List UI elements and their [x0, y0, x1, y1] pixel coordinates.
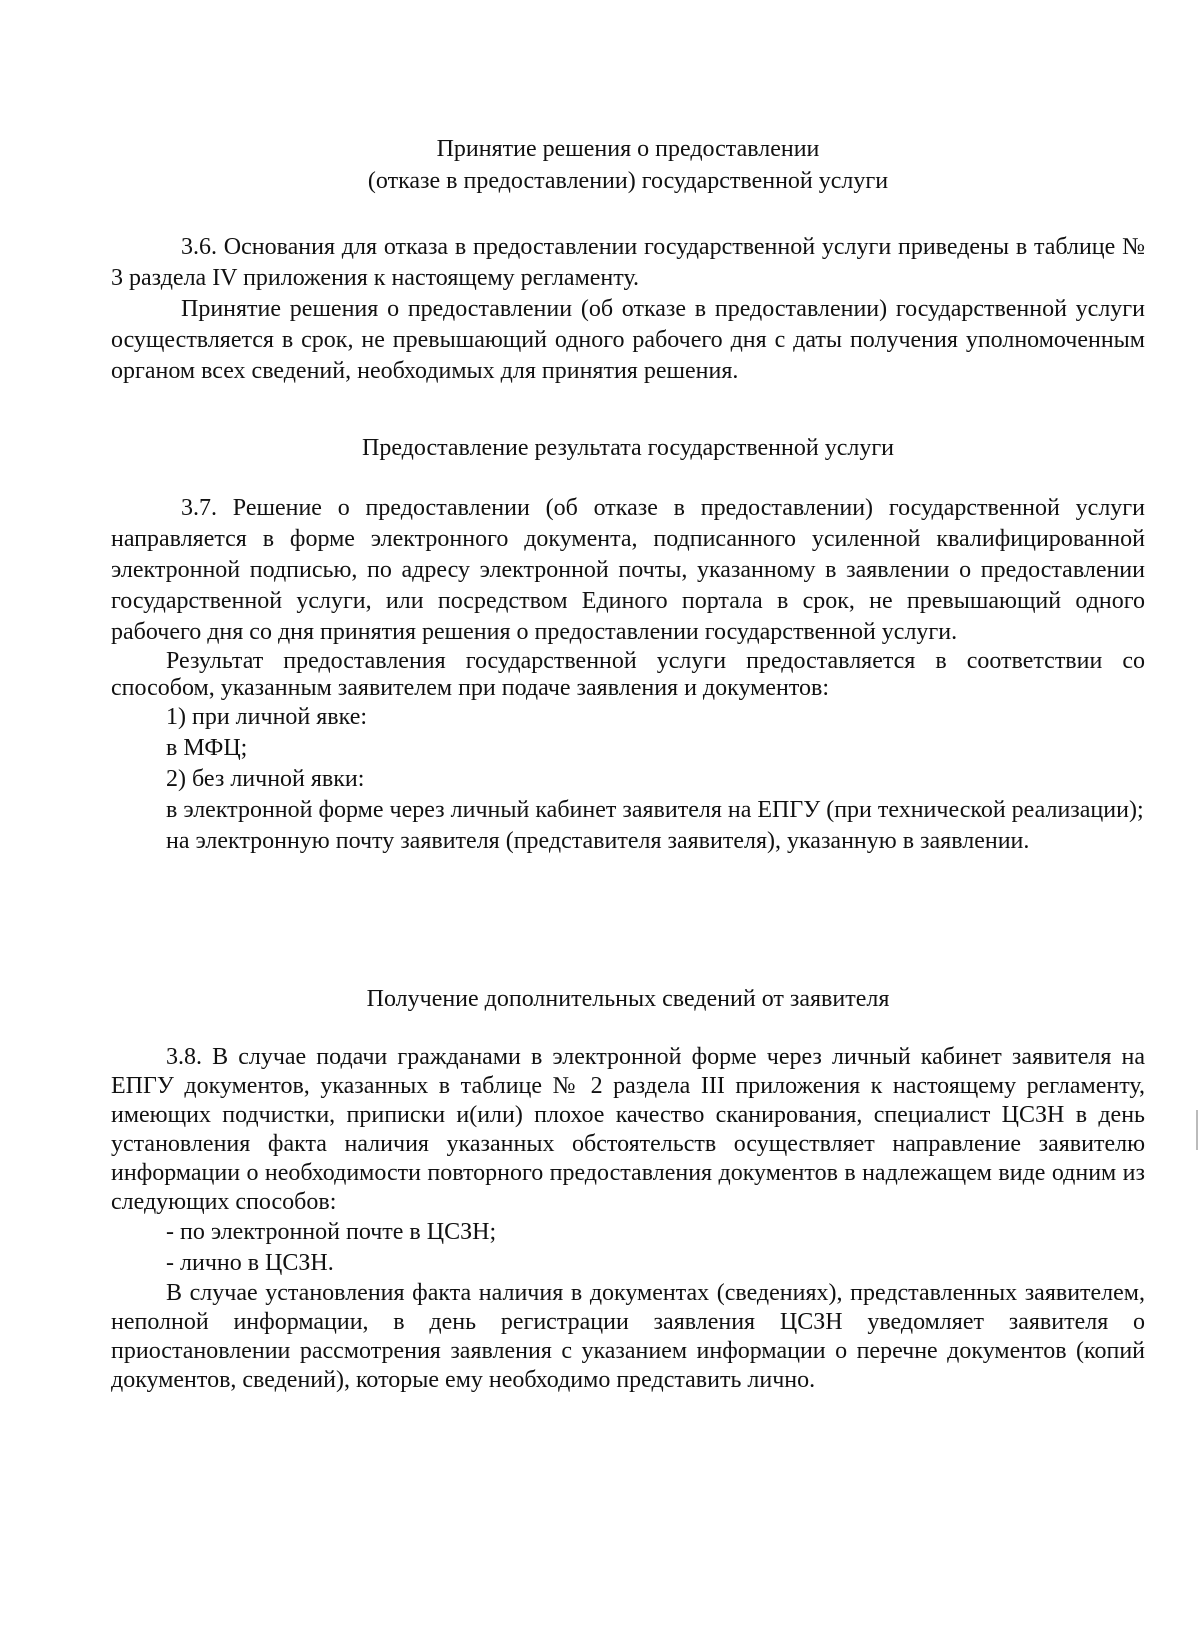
- section-3-7: [111, 493, 1145, 857]
- paragraph-3-8-incomplete: В случае установления факта наличия в документах (сведениях), представленных заявителем, неполной информации, в день регистрации заявления ЦСЗН уведомляет заявителя о приостановлении рассмотрения заявления с указанием информации о перечне документов (копий документов, сведений), которые ему необходимо представить лично.: [111, 1280, 1145, 1393]
- section-3-8: [111, 1043, 1145, 1395]
- paragraph-3-7-decision: 3.7. Решение о предоставлении (об отказе в предоставлении) государственной услуги направляется в форме электронного документа, подписанного усиленной квалифицированной электронной подписью, по адресу электронной почты, указанному в заявлении о предоставлении государственной услуги, или посредством Единого портала в срок, не превышающий одного рабочего дня со дня принятия решения о предоставлении государственной услуги.: [111, 495, 1145, 645]
- section-heading-decision-line2: (отказе в предоставлении) государственной услуги: [367, 168, 889, 194]
- section-heading-decision-line1: Принятие решения о предоставлении: [436, 136, 820, 162]
- list-item-personal-visit: 1) при личной явке:: [166, 704, 368, 730]
- list-item-no-visit: 2) без личной явки:: [166, 766, 365, 792]
- list-item-mfc: в МФЦ;: [166, 735, 248, 761]
- paragraph-3-7-email: на электронную почту заявителя (представителя заявителя), указанную в заявлении.: [166, 828, 1030, 854]
- paragraph-3-7-result: Результат предоставления государственной услуги предоставляется в соответствии со способом, указанным заявителем при подаче заявления и документов:: [111, 648, 1145, 701]
- section-heading-decision: [111, 133, 1145, 197]
- paragraph-3-8-documents: 3.8. В случае подачи гражданами в электронной форме через личный кабинет заявителя на ЕПГУ документов, указанных в таблице № 2 раздела III приложения к настоящему регламенту, имеющих подчистки, приписки и(или) плохое качество сканирования, специалист ЦСЗН в день установления факта наличия указанных обстоятельств осуществляет направление заявителю информации о необходимости повторного предоставления документов в надлежащем виде одним из следующих способов:: [111, 1044, 1145, 1215]
- section-heading-additional-info: Получение дополнительных сведений от заявителя: [366, 986, 890, 1012]
- scan-edge-mark: [1196, 1110, 1198, 1150]
- paragraph-3-6-grounds: 3.6. Основания для отказа в предоставлении государственной услуги приведены в таблице № 3 раздела IV приложения к настоящему регламенту.: [111, 234, 1145, 291]
- paragraph-3-7-epgu: в электронной форме через личный кабинет заявителя на ЕПГУ (при технической реализации);: [166, 797, 1144, 823]
- section-3-6: [111, 232, 1145, 387]
- section-heading-result: Предоставление результата государственной услуги: [361, 435, 895, 461]
- list-item-email-cszn: - по электронной почте в ЦСЗН;: [166, 1219, 497, 1245]
- list-item-in-person-cszn: - лично в ЦСЗН.: [166, 1250, 334, 1276]
- paragraph-3-6-decision-term: Принятие решения о предоставлении (об отказе в предоставлении) государственной услуги осуществляется в срок, не превышающий одного рабочего дня с даты получения уполномоченным органом всех сведений, необходимых для принятия решения.: [111, 296, 1145, 384]
